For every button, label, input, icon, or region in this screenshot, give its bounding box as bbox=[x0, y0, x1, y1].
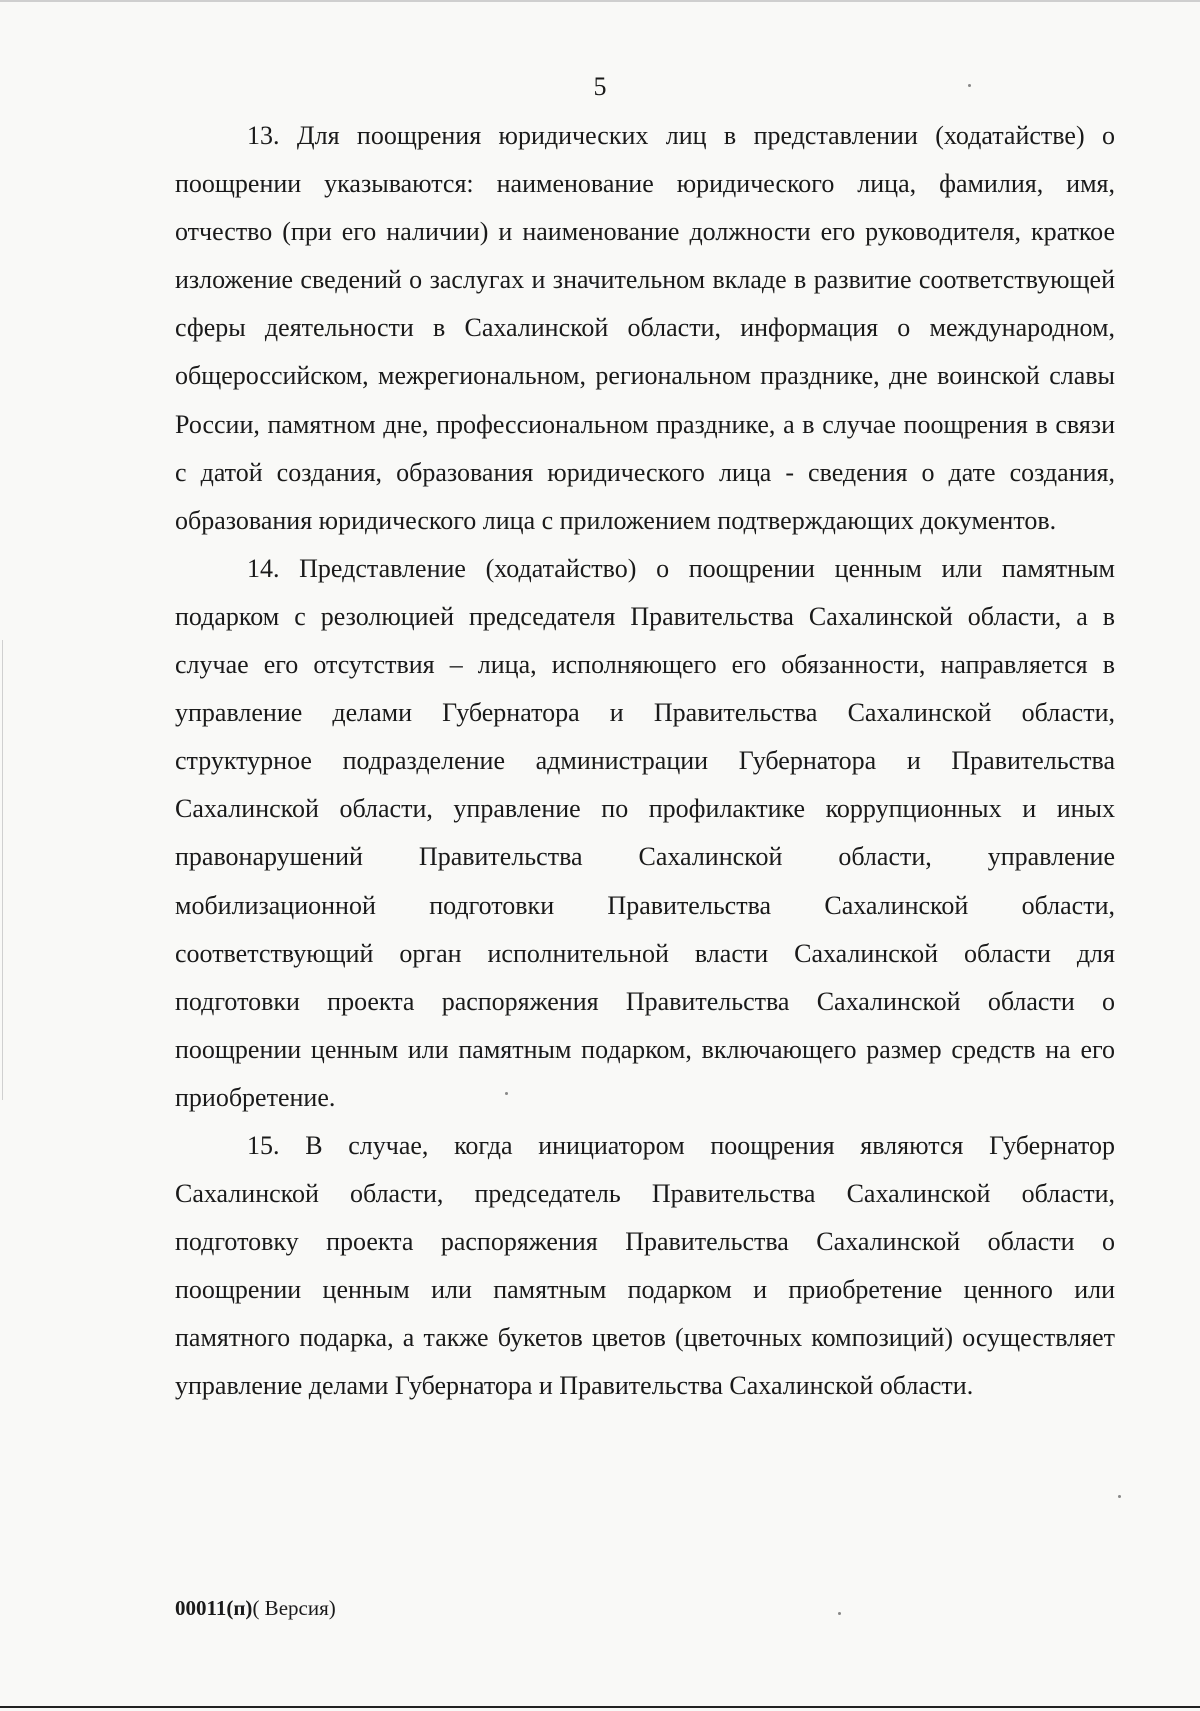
top-edge-line bbox=[0, 0, 1200, 2]
document-version: ( Версия) bbox=[252, 1596, 336, 1620]
document-code: 00011(п) bbox=[175, 1596, 253, 1620]
scan-edge-mark bbox=[2, 640, 3, 1100]
paragraph-14: 14. Представление (ходатайство) о поощрении ценным или памятным подарком с резолюцией председателя Правительства Сахалинской области, а в случае его отсутствия – лица, исполняющего его обязанности, направляется в управление делами Губернатора и Правительства Сахалинской области, структурное подразделение администрации Губернатора и Правительства Сахалинской области, управление по профилактике коррупционных и иных правонарушений Правительства Сахалинской области, управление мобилизационной подготовки Правительства Сахалинской области, соответствующий орган исполнительной власти Сахалинской области для подготовки проекта распоряжения Правительства Сахалинской области о поощрении ценным или памятным подарком, включающего размер средств на его приобретение. bbox=[175, 553, 1115, 1112]
scan-speck bbox=[505, 1092, 508, 1095]
scan-speck bbox=[968, 84, 971, 87]
scan-speck bbox=[838, 1612, 841, 1615]
page-number: 5 bbox=[593, 72, 607, 101]
document-footer bbox=[175, 1594, 336, 1622]
document-body bbox=[175, 112, 1115, 1411]
bottom-edge-line bbox=[0, 1706, 1200, 1708]
paragraph-13: 13. Для поощрения юридических лиц в представлении (ходатайстве) о поощрении указываются: наименование юридического лица, фамилия, имя, отчество (при его наличии) и наименование должности его руководителя, краткое изложение сведений о заслугах и значительном вкладе в развитие соответствующей сферы деятельности в Сахалинской области, информация о международном, общероссийском, межрегиональном, региональном празднике, дне воинской славы России, памятном дне, профессиональном празднике, а в случае поощрения в связи с датой создания, образования юридического лица - сведения о дате создания, образования юридического лица с приложением подтверждающих документов. bbox=[175, 121, 1115, 535]
paragraph-15: 15. В случае, когда инициатором поощрения являются Губернатор Сахалинской области, председатель Правительства Сахалинской области, подготовку проекта распоряжения Правительства Сахалинской области о поощрении ценным или памятным подарком и приобретение ценного или памятного подарка, а также букетов цветов (цветочных композиций) осуществляет управление делами Губернатора и Правительства Сахалинской области. bbox=[175, 1130, 1115, 1401]
scan-speck bbox=[1118, 1495, 1121, 1498]
